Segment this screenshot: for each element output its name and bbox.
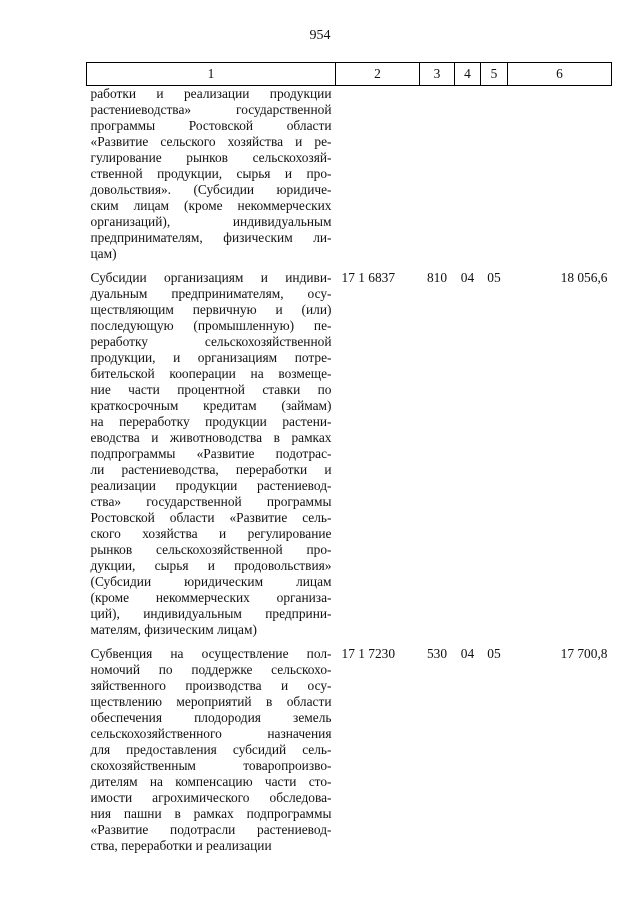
description-line: реработку сельскохозяйственной xyxy=(90,334,332,349)
table-row xyxy=(87,270,612,638)
page-number: 954 xyxy=(309,28,331,43)
header-cell-6: 6 xyxy=(508,63,612,86)
row-spacer xyxy=(87,638,612,646)
description-line: организаций), индивидуальным xyxy=(90,214,332,229)
description-line: довольствия». (Субсидии юридиче- xyxy=(90,182,332,197)
description-line: ства, переработки и реализации xyxy=(90,838,272,853)
budget-table xyxy=(86,62,612,854)
description-line: дукции, сырья и продовольствия» xyxy=(90,558,332,573)
description-line: продукции, и организациям потре- xyxy=(90,350,332,365)
expense-type-code xyxy=(420,86,455,263)
description-line: ций), индивидуальным предприни- xyxy=(90,606,332,621)
row-description xyxy=(87,646,336,854)
amount xyxy=(508,86,612,263)
amount: 18 056,6 xyxy=(560,270,608,285)
description-line: реализации продукции растениевод- xyxy=(90,478,332,493)
description-line: цам) xyxy=(90,246,117,261)
description-line: дителям на компенсацию части сто- xyxy=(90,774,332,789)
subsection-code: 05 xyxy=(487,270,501,285)
description-line: «Развитие сельского хозяйства и ре- xyxy=(90,134,332,149)
description-line: подпрограммы «Развитие подотрас- xyxy=(90,446,332,461)
description-line: (кроме некоммерческих организа- xyxy=(90,590,332,605)
description-line: ществлению мероприятий в области xyxy=(90,694,332,709)
header-cell-3: 3 xyxy=(420,63,455,86)
description-line: краткосрочным кредитам (займам) xyxy=(90,398,332,413)
header-cell-1: 1 xyxy=(87,63,336,86)
table-row xyxy=(87,646,612,854)
description-line: ства» государственной программы xyxy=(90,494,332,509)
row-description xyxy=(87,86,336,263)
description-line: ние части процентной ставки по xyxy=(90,382,332,397)
expense-type-code: 810 xyxy=(426,270,448,285)
description-line: скохозяйственным товаропроизво- xyxy=(90,758,332,773)
description-line: сельскохозяйственного назначения xyxy=(90,726,332,741)
description-line: гулирование рынков сельскохозяй- xyxy=(90,150,332,165)
description-line: зяйственного производства и осу- xyxy=(90,678,332,693)
description-line: ского хозяйства и регулирование xyxy=(90,526,332,541)
description-line: программы Ростовской области xyxy=(90,118,332,133)
row-spacer xyxy=(87,262,612,270)
target-article-code: 17 1 6837 xyxy=(341,270,396,285)
expense-type-code: 530 xyxy=(426,646,448,661)
description-line: еводства и животноводства в рамках xyxy=(90,430,332,445)
section-code: 04 xyxy=(460,270,475,285)
header-cell-2: 2 xyxy=(336,63,420,86)
description-line: Субвенция на осуществление пол- xyxy=(90,646,332,661)
description-line: обеспечения плодородия земель xyxy=(90,710,332,725)
description-line: ли растениеводства, переработки и xyxy=(90,462,332,477)
description-line: растениеводства» государственной xyxy=(90,102,332,117)
subsection-code xyxy=(481,86,508,263)
target-article-code xyxy=(336,86,420,263)
row-description xyxy=(87,270,336,638)
description-line: (Субсидии юридическим лицам xyxy=(90,574,332,589)
target-article-code: 17 1 7230 xyxy=(341,646,396,661)
description-line: дуальным предпринимателям, осу- xyxy=(90,286,332,301)
section-code: 04 xyxy=(460,646,475,661)
description-line: ским лицам (кроме некоммерческих xyxy=(90,198,332,213)
description-line: Субсидии организациям и индиви- xyxy=(90,270,332,285)
description-line: ственной продукции, сырья и про- xyxy=(90,166,332,181)
subsection-code: 05 xyxy=(487,646,501,661)
header-row xyxy=(87,63,612,86)
description-line: работки и реализации продукции xyxy=(90,86,332,101)
table-row xyxy=(87,86,612,263)
description-line: Ростовской области «Развитие сель- xyxy=(90,510,332,525)
description-line: предпринимателям, физическим ли- xyxy=(90,230,332,245)
description-line: ществляющим первичную и (или) xyxy=(90,302,332,317)
description-line: рынков сельскохозяйственной про- xyxy=(90,542,332,557)
description-line: мателям, физическим лицам) xyxy=(90,622,257,637)
section-code xyxy=(455,86,481,263)
description-line: «Развитие подотрасли растениевод- xyxy=(90,822,332,837)
description-line: бительской кооперации на возмеще- xyxy=(90,366,332,381)
amount: 17 700,8 xyxy=(560,646,608,661)
description-line: на переработку продукции растени- xyxy=(90,414,332,429)
header-cell-4: 4 xyxy=(455,63,481,86)
header-cell-5: 5 xyxy=(481,63,508,86)
description-line: последующую (промышленную) пе- xyxy=(90,318,332,333)
description-line: номочий по поддержке сельскохо- xyxy=(90,662,332,677)
description-line: имости агрохимического обследова- xyxy=(90,790,332,805)
description-line: для предоставления субсидий сель- xyxy=(90,742,332,757)
description-line: ния пашни в рамках подпрограммы xyxy=(90,806,332,821)
